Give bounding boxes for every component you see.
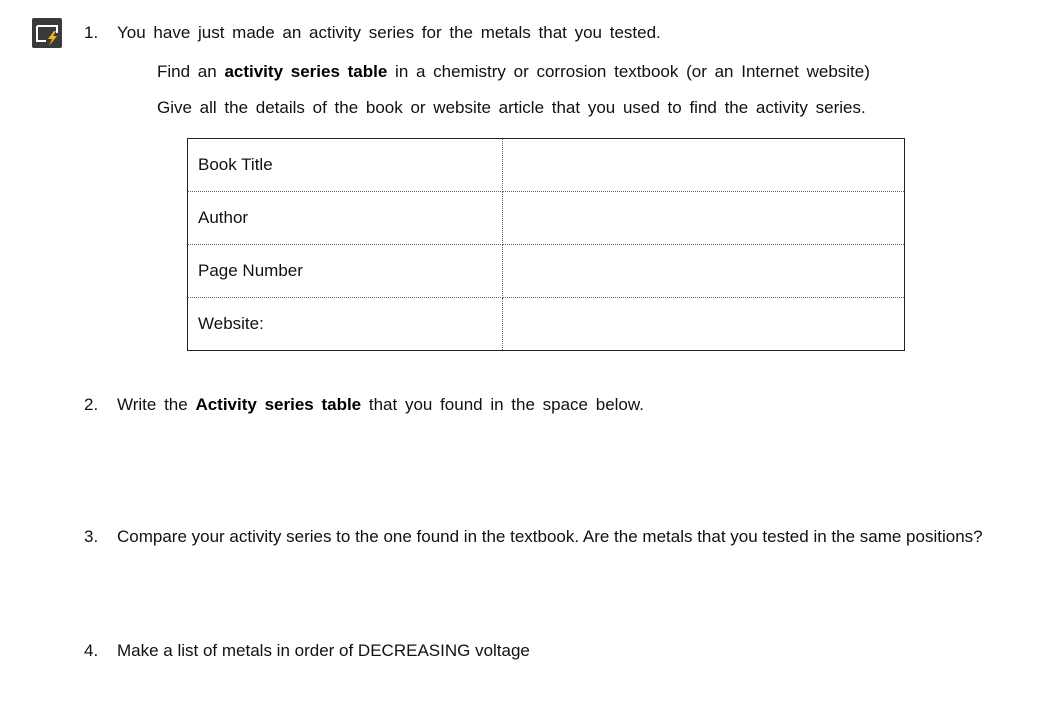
question-text: You have just made an activity series for the metals that you tested. <box>117 23 661 42</box>
question-number: 1. <box>84 23 99 42</box>
table-label-website: Website: <box>188 298 503 351</box>
question-text-part: that you found in the space below. <box>361 395 644 414</box>
question-number: 2. <box>84 395 99 414</box>
question-text: Compare your activity series to the one found in the textbook. Are the metals that you tested in the same positions? <box>117 527 983 546</box>
question-text-part: Write the <box>117 395 196 414</box>
instruction-text: in a chemistry or corrosion textbook (or an Internet website) <box>387 62 870 81</box>
table-row <box>188 245 905 298</box>
question-number: 4. <box>84 641 99 660</box>
reference-details-table <box>187 138 905 351</box>
question-text-bold: Activity series table <box>195 395 362 414</box>
question-text <box>117 393 644 417</box>
question-1-details-instruction: Give all the details of the book or website article that you used to find the activity series. <box>157 98 866 117</box>
table-value-author[interactable] <box>503 192 905 245</box>
question-text: Make a list of metals in order of DECREASING voltage <box>117 641 530 660</box>
question-number: 3. <box>84 527 99 546</box>
table-value-website[interactable] <box>503 298 905 351</box>
table-value-book-title[interactable] <box>503 139 905 192</box>
table-label-page-number: Page Number <box>188 245 503 298</box>
question-1-instruction <box>157 60 870 84</box>
table-label-book-title: Book Title <box>188 139 503 192</box>
table-label-author: Author <box>188 192 503 245</box>
lightning-battery-icon <box>32 18 62 48</box>
instruction-bold: activity series table <box>224 62 388 81</box>
table-row <box>188 139 905 192</box>
table-row <box>188 192 905 245</box>
table-row <box>188 298 905 351</box>
table-value-page-number[interactable] <box>503 245 905 298</box>
instruction-text: Find an <box>157 62 225 81</box>
